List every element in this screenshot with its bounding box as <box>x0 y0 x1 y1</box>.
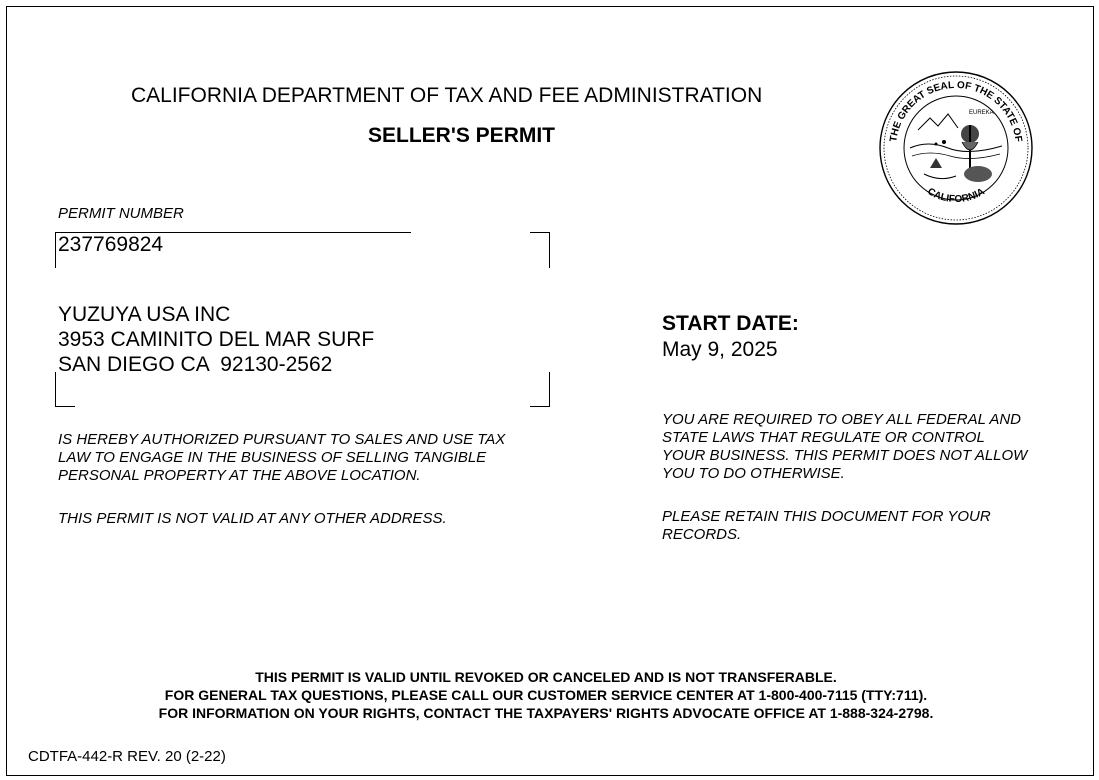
footer-taxpayer-rights: FOR INFORMATION ON YOUR RIGHTS, CONTACT THE TAXPAYERS' RIGHTS ADVOCATE OFFICE AT 1-888-324-2798. <box>158 705 934 721</box>
bracket-left-top <box>55 232 56 268</box>
bracket-bottom-left <box>55 406 75 407</box>
california-seal-icon <box>878 70 1034 226</box>
obey-line: YOUR BUSINESS. THIS PERMIT DOES NOT ALLOW <box>662 447 1028 464</box>
obey-line: YOU ARE REQUIRED TO OBEY ALL FEDERAL AND <box>662 411 1021 428</box>
start-date-value: May 9, 2025 <box>662 338 778 361</box>
address-validity-notice: THIS PERMIT IS NOT VALID AT ANY OTHER ADDRESS. <box>58 510 447 527</box>
authorization-line: LAW TO ENGAGE IN THE BUSINESS OF SELLING TANGIBLE <box>58 449 487 466</box>
form-identifier: CDTFA-442-R REV. 20 (2-22) <box>28 748 226 765</box>
document-title: SELLER'S PERMIT <box>368 124 556 147</box>
business-street: 3953 CAMINITO DEL MAR SURF <box>58 328 375 351</box>
authorization-statement <box>58 431 505 485</box>
bracket-bottom-right <box>530 406 550 407</box>
authorization-line: PERSONAL PROPERTY AT THE ABOVE LOCATION. <box>58 467 421 484</box>
retain-line: PLEASE RETAIN THIS DOCUMENT FOR YOUR <box>662 508 991 525</box>
obey-line: STATE LAWS THAT REGULATE OR CONTROL <box>662 429 985 446</box>
permit-number: 237769824 <box>58 233 164 256</box>
bracket-right-bottom <box>549 372 550 407</box>
retain-line: RECORDS. <box>662 526 742 543</box>
svg-text:EUREKA: EUREKA <box>969 110 994 116</box>
obey-laws-notice <box>662 411 1027 483</box>
footer-customer-service: FOR GENERAL TAX QUESTIONS, PLEASE CALL OUR CUSTOMER SERVICE CENTER AT 1-800-400-7115 (TTY:711). <box>164 687 928 703</box>
bracket-right-top <box>549 232 550 268</box>
svg-text:CALIFORNIA: CALIFORNIA <box>925 186 987 206</box>
footer-validity: THIS PERMIT IS VALID UNTIL REVOKED OR CANCELED AND IS NOT TRANSFERABLE. <box>255 669 837 685</box>
business-city-state-zip: SAN DIEGO CA 92130-2562 <box>58 353 333 376</box>
bracket-top-right <box>530 232 550 233</box>
obey-line: YOU TO DO OTHERWISE. <box>662 465 845 482</box>
retain-notice <box>662 508 991 544</box>
agency-name: CALIFORNIA DEPARTMENT OF TAX AND FEE ADMINISTRATION <box>131 84 763 107</box>
authorization-line: IS HEREBY AUTHORIZED PURSUANT TO SALES AND USE TAX <box>58 431 506 448</box>
business-name: YUZUYA USA INC <box>58 303 231 326</box>
start-date-label: START DATE: <box>662 312 799 335</box>
bracket-left-bottom <box>55 372 56 407</box>
permit-number-label: PERMIT NUMBER <box>58 205 184 222</box>
svg-text:THE GREAT SEAL OF THE STATE OF: THE GREAT SEAL OF THE STATE OF <box>888 79 1024 143</box>
